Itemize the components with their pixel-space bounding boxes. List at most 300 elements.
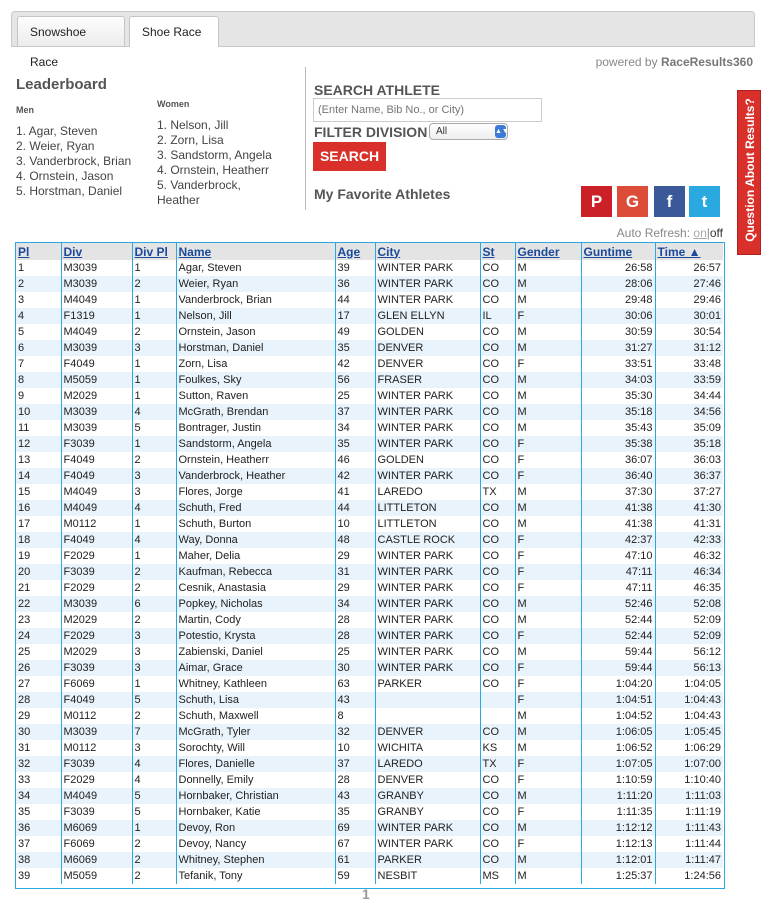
col-time-header[interactable]: Time ▲ — [655, 243, 723, 260]
col-gender-cell: M — [515, 868, 581, 884]
division-select-value: All — [436, 126, 448, 137]
col-time-cell: 1:07:00 — [655, 756, 723, 772]
question-about-results-tab[interactable] — [737, 90, 761, 255]
col-name-cell[interactable]: Schuth, Maxwell — [176, 708, 335, 724]
leaderboard-women-item[interactable]: 1. Nelson, Jill — [157, 118, 229, 132]
col-division-place-cell: 1 — [132, 516, 176, 532]
col-time-cell: 56:13 — [655, 660, 723, 676]
col-name-cell[interactable]: McGrath, Tyler — [176, 724, 335, 740]
col-name-cell[interactable]: Devoy, Ron — [176, 820, 335, 836]
col-division-place-cell: 4 — [132, 772, 176, 788]
col-guntime-header[interactable]: Guntime — [581, 243, 655, 260]
col-place-cell: 6 — [16, 340, 61, 356]
col-name-cell[interactable]: Ornstein, Jason — [176, 324, 335, 340]
col-name-cell[interactable]: Devoy, Nancy — [176, 836, 335, 852]
col-name-cell[interactable]: Maher, Delia — [176, 548, 335, 564]
col-gender-cell: F — [515, 628, 581, 644]
col-age-cell: 67 — [335, 836, 375, 852]
col-state-cell: CO — [480, 452, 515, 468]
col-age-cell: 17 — [335, 308, 375, 324]
table-row[interactable] — [16, 340, 723, 356]
col-name-cell[interactable]: Cesnik, Anastasia — [176, 580, 335, 596]
col-division-cell: M2029 — [61, 644, 132, 660]
col-gender-cell: M — [515, 820, 581, 836]
col-division-place-cell: 4 — [132, 532, 176, 548]
table-row[interactable] — [16, 420, 723, 436]
col-division-place-cell: 2 — [132, 580, 176, 596]
col-state-cell: CO — [480, 612, 515, 628]
col-name-cell[interactable]: Zorn, Lisa — [176, 356, 335, 372]
col-division-cell: M4049 — [61, 324, 132, 340]
col-gender-cell: F — [515, 756, 581, 772]
col-time-cell: 56:12 — [655, 644, 723, 660]
col-division-cell: M3039 — [61, 420, 132, 436]
col-gender-cell: F — [515, 692, 581, 708]
col-age-cell: 46 — [335, 452, 375, 468]
col-time-cell: 30:54 — [655, 324, 723, 340]
table-row[interactable] — [16, 564, 723, 580]
col-age-cell: 36 — [335, 276, 375, 292]
col-age-cell: 37 — [335, 404, 375, 420]
col-time-cell: 33:59 — [655, 372, 723, 388]
division-select[interactable] — [429, 123, 508, 140]
col-division-cell: M3039 — [61, 260, 132, 276]
col-gender-cell: M — [515, 260, 581, 276]
col-division-cell: M3039 — [61, 404, 132, 420]
table-row[interactable] — [16, 772, 723, 788]
col-division-cell: F6069 — [61, 836, 132, 852]
table-row[interactable] — [16, 500, 723, 516]
table-row[interactable] — [16, 516, 723, 532]
col-place-cell: 27 — [16, 676, 61, 692]
powered-by-brand[interactable]: RaceResults360 — [660, 55, 753, 69]
col-place-cell: 12 — [16, 436, 61, 452]
col-gender-header[interactable]: Gender — [515, 243, 581, 260]
table-row[interactable] — [16, 404, 723, 420]
col-name-header[interactable]: Name — [176, 243, 335, 260]
col-age-cell: 29 — [335, 580, 375, 596]
col-city-cell: LITTLETON — [375, 516, 480, 532]
col-division-cell: M0112 — [61, 740, 132, 756]
col-gender-cell: M — [515, 372, 581, 388]
col-division-cell: M3039 — [61, 276, 132, 292]
col-division-cell: M5059 — [61, 372, 132, 388]
filter-division-label: FILTER DIVISION — [314, 124, 428, 140]
col-name-cell[interactable]: Ornstein, Heatherr — [176, 452, 335, 468]
question-tab-label: Question About Results? — [743, 98, 757, 242]
col-gender-cell: M — [515, 708, 581, 724]
col-division-cell: F2029 — [61, 548, 132, 564]
auto-refresh-off[interactable]: off — [709, 226, 723, 240]
col-name-cell[interactable]: Flores, Jorge — [176, 484, 335, 500]
col-name-cell[interactable]: Nelson, Jill — [176, 308, 335, 324]
leaderboard-title: Leaderboard — [16, 76, 107, 93]
col-division-cell: M2029 — [61, 388, 132, 404]
col-gender-cell: F — [515, 580, 581, 596]
col-place-cell: 14 — [16, 468, 61, 484]
table-row[interactable] — [16, 356, 723, 372]
col-division-place-cell: 4 — [132, 404, 176, 420]
col-name-cell[interactable]: Vanderbrock, Heather — [176, 468, 335, 484]
col-guntime-cell: 41:38 — [581, 500, 655, 516]
col-city-cell: PARKER — [375, 676, 480, 692]
col-state-cell: KS — [480, 740, 515, 756]
col-name-cell[interactable]: Horstman, Daniel — [176, 340, 335, 356]
leaderboard-men-item[interactable]: 5. Horstman, Daniel — [16, 184, 123, 198]
col-place-cell: 3 — [16, 292, 61, 308]
col-division-cell: M3039 — [61, 340, 132, 356]
col-place-cell: 19 — [16, 548, 61, 564]
col-city-cell: WINTER PARK — [375, 468, 480, 484]
col-state-cell: CO — [480, 644, 515, 660]
pagination-page[interactable]: 1 — [362, 886, 370, 902]
col-name-cell[interactable]: Bontrager, Justin — [176, 420, 335, 436]
col-state-cell: CO — [480, 468, 515, 484]
table-row[interactable] — [16, 804, 723, 820]
powered-by-prefix: powered by — [595, 55, 661, 69]
col-division-cell: F4049 — [61, 452, 132, 468]
table-row[interactable] — [16, 756, 723, 772]
col-name-cell[interactable]: Kaufman, Rebecca — [176, 564, 335, 580]
table-row[interactable] — [16, 692, 723, 708]
col-guntime-cell: 1:11:35 — [581, 804, 655, 820]
col-name-cell[interactable]: Donnelly, Emily — [176, 772, 335, 788]
col-name-cell[interactable]: Foulkes, Sky — [176, 372, 335, 388]
col-name-cell[interactable]: Popkey, Nicholas — [176, 596, 335, 612]
twitter-icon[interactable]: t — [689, 186, 720, 217]
col-name-cell[interactable]: McGrath, Brendan — [176, 404, 335, 420]
col-name-cell[interactable]: Hornbaker, Christian — [176, 788, 335, 804]
col-division-place-cell: 4 — [132, 500, 176, 516]
col-city-cell: WINTER PARK — [375, 820, 480, 836]
col-division-cell: M3039 — [61, 596, 132, 612]
tab-snowshoe-race[interactable]: Snowshoe Race — [17, 16, 125, 46]
col-state-cell: CO — [480, 724, 515, 740]
col-guntime-cell: 35:43 — [581, 420, 655, 436]
table-row[interactable] — [16, 260, 723, 276]
table-row[interactable] — [16, 660, 723, 676]
col-age-cell: 44 — [335, 292, 375, 308]
col-place-cell: 29 — [16, 708, 61, 724]
col-place-cell: 24 — [16, 628, 61, 644]
col-state-cell: CO — [480, 436, 515, 452]
col-division-cell: F4049 — [61, 356, 132, 372]
col-age-cell: 10 — [335, 516, 375, 532]
col-time-cell: 1:04:43 — [655, 708, 723, 724]
col-place-cell: 31 — [16, 740, 61, 756]
table-row[interactable] — [16, 868, 723, 884]
table-row[interactable] — [16, 708, 723, 724]
col-city-cell: WINTER PARK — [375, 260, 480, 276]
col-age-cell: 35 — [335, 804, 375, 820]
col-name-cell[interactable]: Way, Donna — [176, 532, 335, 548]
table-row[interactable] — [16, 388, 723, 404]
col-place-cell: 2 — [16, 276, 61, 292]
col-gender-cell: F — [515, 676, 581, 692]
col-name-cell[interactable]: Schuth, Burton — [176, 516, 335, 532]
col-state-cell — [480, 692, 515, 708]
col-gender-cell: F — [515, 356, 581, 372]
table-row[interactable] — [16, 596, 723, 612]
col-place-cell: 22 — [16, 596, 61, 612]
col-age-cell: 44 — [335, 500, 375, 516]
col-division-place-cell: 3 — [132, 740, 176, 756]
col-gender-cell: M — [515, 852, 581, 868]
col-division-place-cell: 5 — [132, 804, 176, 820]
col-time-cell: 52:09 — [655, 612, 723, 628]
col-division-place-cell: 1 — [132, 308, 176, 324]
col-place-cell: 30 — [16, 724, 61, 740]
col-state-cell: IL — [480, 308, 515, 324]
col-time-cell: 1:04:43 — [655, 692, 723, 708]
table-row[interactable] — [16, 468, 723, 484]
leaderboard-women-item[interactable]: 3. Sandstorm, Angela — [157, 148, 272, 162]
col-name-cell[interactable]: Schuth, Fred — [176, 500, 335, 516]
col-name-cell[interactable]: Schuth, Lisa — [176, 692, 335, 708]
col-guntime-cell: 26:58 — [581, 260, 655, 276]
table-row[interactable] — [16, 820, 723, 836]
col-gender-cell: M — [515, 276, 581, 292]
col-guntime-cell: 1:12:12 — [581, 820, 655, 836]
table-row[interactable] — [16, 852, 723, 868]
leaderboard-men-item[interactable]: 1. Agar, Steven — [16, 124, 98, 138]
col-place-cell: 36 — [16, 820, 61, 836]
col-division-cell: F4049 — [61, 468, 132, 484]
leaderboard-women-item[interactable]: 4. Ornstein, Heatherr — [157, 163, 270, 177]
leaderboard-men-heading: Men — [16, 105, 34, 115]
col-name-cell[interactable]: Vanderbrock, Brian — [176, 292, 335, 308]
col-name-cell[interactable]: Tefanik, Tony — [176, 868, 335, 884]
col-place-cell: 18 — [16, 532, 61, 548]
col-division-place-cell: 4 — [132, 756, 176, 772]
col-time-cell: 36:37 — [655, 468, 723, 484]
col-name-cell[interactable]: Weier, Ryan — [176, 276, 335, 292]
col-gender-cell: M — [515, 516, 581, 532]
col-name-cell[interactable]: Martin, Cody — [176, 612, 335, 628]
col-time-cell: 1:06:29 — [655, 740, 723, 756]
col-division-place-cell: 1 — [132, 260, 176, 276]
col-guntime-cell: 52:44 — [581, 628, 655, 644]
table-row[interactable] — [16, 580, 723, 596]
col-gender-cell: F — [515, 548, 581, 564]
col-place-cell: 32 — [16, 756, 61, 772]
col-city-cell: DENVER — [375, 340, 480, 356]
col-state-header[interactable]: St — [480, 243, 515, 260]
search-input[interactable] — [313, 98, 542, 122]
col-division-place-cell: 3 — [132, 660, 176, 676]
col-division-cell: M3039 — [61, 724, 132, 740]
search-button[interactable]: SEARCH — [313, 142, 386, 171]
col-gender-cell: F — [515, 564, 581, 580]
leaderboard-men-item[interactable]: 2. Weier, Ryan — [16, 139, 95, 153]
col-state-cell: CO — [480, 804, 515, 820]
col-age-cell: 25 — [335, 644, 375, 660]
col-age-header[interactable]: Age — [335, 243, 375, 260]
facebook-icon[interactable]: f — [654, 186, 685, 217]
leaderboard-men-item[interactable]: 4. Ornstein, Jason — [16, 169, 114, 183]
col-city-header[interactable]: City — [375, 243, 480, 260]
col-state-cell: CO — [480, 532, 515, 548]
col-city-cell: LAREDO — [375, 484, 480, 500]
col-time-cell: 1:11:43 — [655, 820, 723, 836]
col-place-header[interactable]: Pl — [16, 243, 61, 260]
col-time-cell: 1:24:56 — [655, 868, 723, 884]
col-place-cell: 7 — [16, 356, 61, 372]
col-age-cell: 35 — [335, 340, 375, 356]
col-city-cell: WINTER PARK — [375, 612, 480, 628]
col-gender-cell: M — [515, 324, 581, 340]
col-state-cell: CO — [480, 420, 515, 436]
col-division-cell: M6069 — [61, 820, 132, 836]
table-row[interactable] — [16, 436, 723, 452]
col-city-cell: WINTER PARK — [375, 644, 480, 660]
col-city-cell: WINTER PARK — [375, 420, 480, 436]
section-divider — [305, 67, 306, 210]
col-guntime-cell: 1:04:20 — [581, 676, 655, 692]
table-row[interactable] — [16, 788, 723, 804]
col-division-cell: F3039 — [61, 564, 132, 580]
col-time-cell: 1:11:03 — [655, 788, 723, 804]
leaderboard-women-item[interactable]: 2. Zorn, Lisa — [157, 133, 224, 147]
table-row[interactable] — [16, 484, 723, 500]
col-state-cell: CO — [480, 260, 515, 276]
col-guntime-cell: 59:44 — [581, 644, 655, 660]
col-division-place-cell: 5 — [132, 692, 176, 708]
tab-shoe-race[interactable]: Shoe Race — [129, 16, 219, 47]
col-guntime-cell: 33:51 — [581, 356, 655, 372]
col-age-cell: 32 — [335, 724, 375, 740]
table-row[interactable] — [16, 836, 723, 852]
col-gender-cell: F — [515, 308, 581, 324]
col-division-place-cell: 6 — [132, 596, 176, 612]
col-place-cell: 38 — [16, 852, 61, 868]
col-division-cell: M4049 — [61, 484, 132, 500]
col-time-cell: 1:11:47 — [655, 852, 723, 868]
col-city-cell: CASTLE ROCK — [375, 532, 480, 548]
col-city-cell: DENVER — [375, 724, 480, 740]
col-city-cell: WINTER PARK — [375, 548, 480, 564]
col-division-cell: F3039 — [61, 660, 132, 676]
col-age-cell: 49 — [335, 324, 375, 340]
col-city-cell: WINTER PARK — [375, 388, 480, 404]
col-age-cell: 10 — [335, 740, 375, 756]
col-name-cell[interactable]: Sorochty, Will — [176, 740, 335, 756]
table-row[interactable] — [16, 276, 723, 292]
col-city-cell: WICHITA — [375, 740, 480, 756]
col-name-cell[interactable]: Potestio, Krysta — [176, 628, 335, 644]
table-row[interactable] — [16, 324, 723, 340]
col-city-cell: WINTER PARK — [375, 836, 480, 852]
col-gender-cell: F — [515, 772, 581, 788]
pinterest-icon[interactable]: P — [581, 186, 612, 217]
col-guntime-cell: 1:12:01 — [581, 852, 655, 868]
col-division-cell: F4049 — [61, 692, 132, 708]
col-age-cell: 37 — [335, 756, 375, 772]
table-row[interactable] — [16, 724, 723, 740]
col-age-cell: 30 — [335, 660, 375, 676]
col-division-header[interactable]: Div — [61, 243, 132, 260]
col-division-cell: F6069 — [61, 676, 132, 692]
table-row[interactable] — [16, 612, 723, 628]
table-row[interactable] — [16, 628, 723, 644]
col-name-cell[interactable]: Agar, Steven — [176, 260, 335, 276]
table-row[interactable] — [16, 372, 723, 388]
col-name-cell[interactable]: Hornbaker, Katie — [176, 804, 335, 820]
col-name-cell[interactable]: Sandstorm, Angela — [176, 436, 335, 452]
col-state-cell: CO — [480, 660, 515, 676]
col-city-cell: WINTER PARK — [375, 292, 480, 308]
col-time-cell: 34:44 — [655, 388, 723, 404]
col-gender-cell: M — [515, 724, 581, 740]
col-guntime-cell: 1:04:52 — [581, 708, 655, 724]
col-time-cell: 52:08 — [655, 596, 723, 612]
col-division-place-cell: 2 — [132, 708, 176, 724]
col-guntime-cell: 36:07 — [581, 452, 655, 468]
col-name-cell[interactable]: Zabienski, Daniel — [176, 644, 335, 660]
col-name-cell[interactable]: Whitney, Stephen — [176, 852, 335, 868]
col-state-cell: CO — [480, 628, 515, 644]
col-division-place-cell: 2 — [132, 612, 176, 628]
col-place-cell: 23 — [16, 612, 61, 628]
col-time-cell: 1:04:05 — [655, 676, 723, 692]
col-time-cell: 42:33 — [655, 532, 723, 548]
table-row[interactable] — [16, 676, 723, 692]
col-time-cell: 41:30 — [655, 500, 723, 516]
col-state-cell: CO — [480, 356, 515, 372]
col-guntime-cell: 42:37 — [581, 532, 655, 548]
col-guntime-cell: 37:30 — [581, 484, 655, 500]
table-row[interactable] — [16, 532, 723, 548]
col-place-cell: 33 — [16, 772, 61, 788]
col-name-cell[interactable]: Aimar, Grace — [176, 660, 335, 676]
col-name-cell[interactable]: Whitney, Kathleen — [176, 676, 335, 692]
col-division-place-cell: 3 — [132, 484, 176, 500]
table-row[interactable] — [16, 548, 723, 564]
table-row[interactable] — [16, 308, 723, 324]
col-place-cell: 26 — [16, 660, 61, 676]
auto-refresh-on[interactable]: on — [693, 226, 707, 240]
col-place-cell: 10 — [16, 404, 61, 420]
col-guntime-cell: 30:59 — [581, 324, 655, 340]
col-name-cell[interactable]: Sutton, Raven — [176, 388, 335, 404]
col-guntime-cell: 47:11 — [581, 564, 655, 580]
col-division-cell: M4049 — [61, 292, 132, 308]
col-age-cell: 43 — [335, 692, 375, 708]
col-division-place-header[interactable]: Div Pl — [132, 243, 176, 260]
leaderboard-men-item[interactable]: 3. Vanderbrock, Brian — [16, 154, 132, 168]
col-age-cell: 29 — [335, 548, 375, 564]
table-row[interactable] — [16, 644, 723, 660]
col-division-cell: M5059 — [61, 868, 132, 884]
favorite-athletes-label[interactable]: My Favorite Athletes — [314, 186, 451, 202]
col-guntime-cell: 59:44 — [581, 660, 655, 676]
col-division-cell: M6069 — [61, 852, 132, 868]
col-city-cell: WINTER PARK — [375, 660, 480, 676]
leaderboard-women-item[interactable]: 5. Vanderbrock, Heather — [157, 178, 241, 207]
col-place-cell: 39 — [16, 868, 61, 884]
google-plus-icon[interactable]: G — [617, 186, 648, 217]
col-age-cell: 59 — [335, 868, 375, 884]
col-city-cell: NESBIT — [375, 868, 480, 884]
col-age-cell: 69 — [335, 820, 375, 836]
leaderboard-men — [16, 103, 131, 199]
table-row[interactable] — [16, 292, 723, 308]
col-place-cell: 16 — [16, 500, 61, 516]
col-state-cell: CO — [480, 276, 515, 292]
col-name-cell[interactable]: Flores, Danielle — [176, 756, 335, 772]
table-row[interactable] — [16, 452, 723, 468]
table-row[interactable] — [16, 740, 723, 756]
